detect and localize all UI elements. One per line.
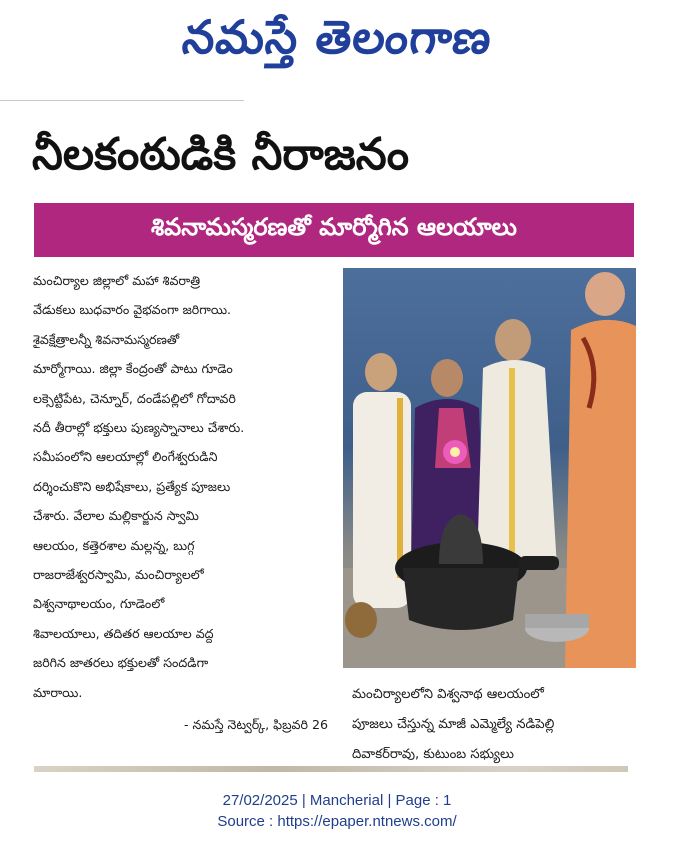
article-body bbox=[33, 266, 333, 736]
body-line: రాజరాజేశ్వరస్వామి, మంచిర్యాలలో bbox=[33, 567, 204, 583]
footer-date-edition: 27/02/2025 | Mancherial | Page : 1 bbox=[222, 792, 452, 809]
subheadline: శివనామస్మరణతో మార్మోగిన ఆలయాలు bbox=[150, 213, 517, 241]
body-line: విశ్వనాథాలయం, గూడెంలో bbox=[33, 596, 165, 612]
body-line: శైవక్షేత్రాలన్నీ శివనామస్మరణతో bbox=[33, 331, 180, 347]
body-line: వేడుకలు బుధవారం వైభవంగా జరిగాయి. bbox=[33, 302, 232, 318]
body-line: సమీపంలోని ఆలయాల్లో లింగేశ్వరుడిని bbox=[33, 449, 218, 465]
photo-caption bbox=[352, 680, 636, 770]
body-line: నదీ తీరాల్లో భక్తులు పుణ్యస్నానాలు చేశారు. bbox=[33, 420, 245, 436]
caption-line: మంచిర్యాలలోని విశ్వనాథ ఆలయంలో bbox=[352, 687, 544, 702]
body-line: లక్సెట్టిపేట, చెన్నూర్, దండేపల్లిలో గోదావరి bbox=[33, 390, 236, 406]
bottom-image-strip bbox=[34, 766, 628, 772]
body-line: మార్మోగాయి. జిల్లా కేంద్రంతో పాటు గూడెం bbox=[33, 361, 233, 377]
body-line: మారాయి. bbox=[33, 684, 83, 700]
headline: నీలకంఠుడికి నీరాజనం bbox=[32, 129, 409, 180]
footer-source-link[interactable]: Source : https://epaper.ntnews.com/ bbox=[217, 813, 457, 830]
body-line: ఆలయం, కత్తెరశాల మల్లన్న, బుగ్గ bbox=[33, 537, 195, 553]
caption-line: పూజలు చేస్తున్న మాజీ ఎమ్మెల్యే నడిపెల్లి bbox=[352, 717, 555, 732]
body-line: శివాలయాలు, తదితర ఆలయాల వద్ద bbox=[33, 625, 214, 641]
divider bbox=[0, 100, 244, 101]
article-photo bbox=[343, 268, 636, 668]
caption-line: దివాకర్‌రావు, కుటుంబ సభ్యులు bbox=[352, 747, 514, 762]
subheadline-banner bbox=[34, 203, 634, 257]
masthead bbox=[0, 0, 674, 86]
newspaper-title: నమస్తే తెలంగాణ bbox=[180, 10, 496, 64]
body-line: జరిగిన జాతరలు భక్తులతో సందడిగా bbox=[33, 655, 209, 671]
body-line: చేశారు. వేలాల మల్లికార్జున స్వామి bbox=[33, 508, 199, 524]
byline: - నమస్తే నెట్వర్క్, ఫిబ్రవరి 26 bbox=[184, 717, 328, 732]
body-line: మంచిర్యాల జిల్లాలో మహా శివరాత్రి bbox=[33, 273, 201, 288]
temple-photo-illustration bbox=[343, 268, 636, 668]
footer bbox=[0, 790, 674, 832]
body-line: దర్శించుకొని అభిషేకాలు, ప్రత్యేక పూజలు bbox=[33, 478, 231, 494]
